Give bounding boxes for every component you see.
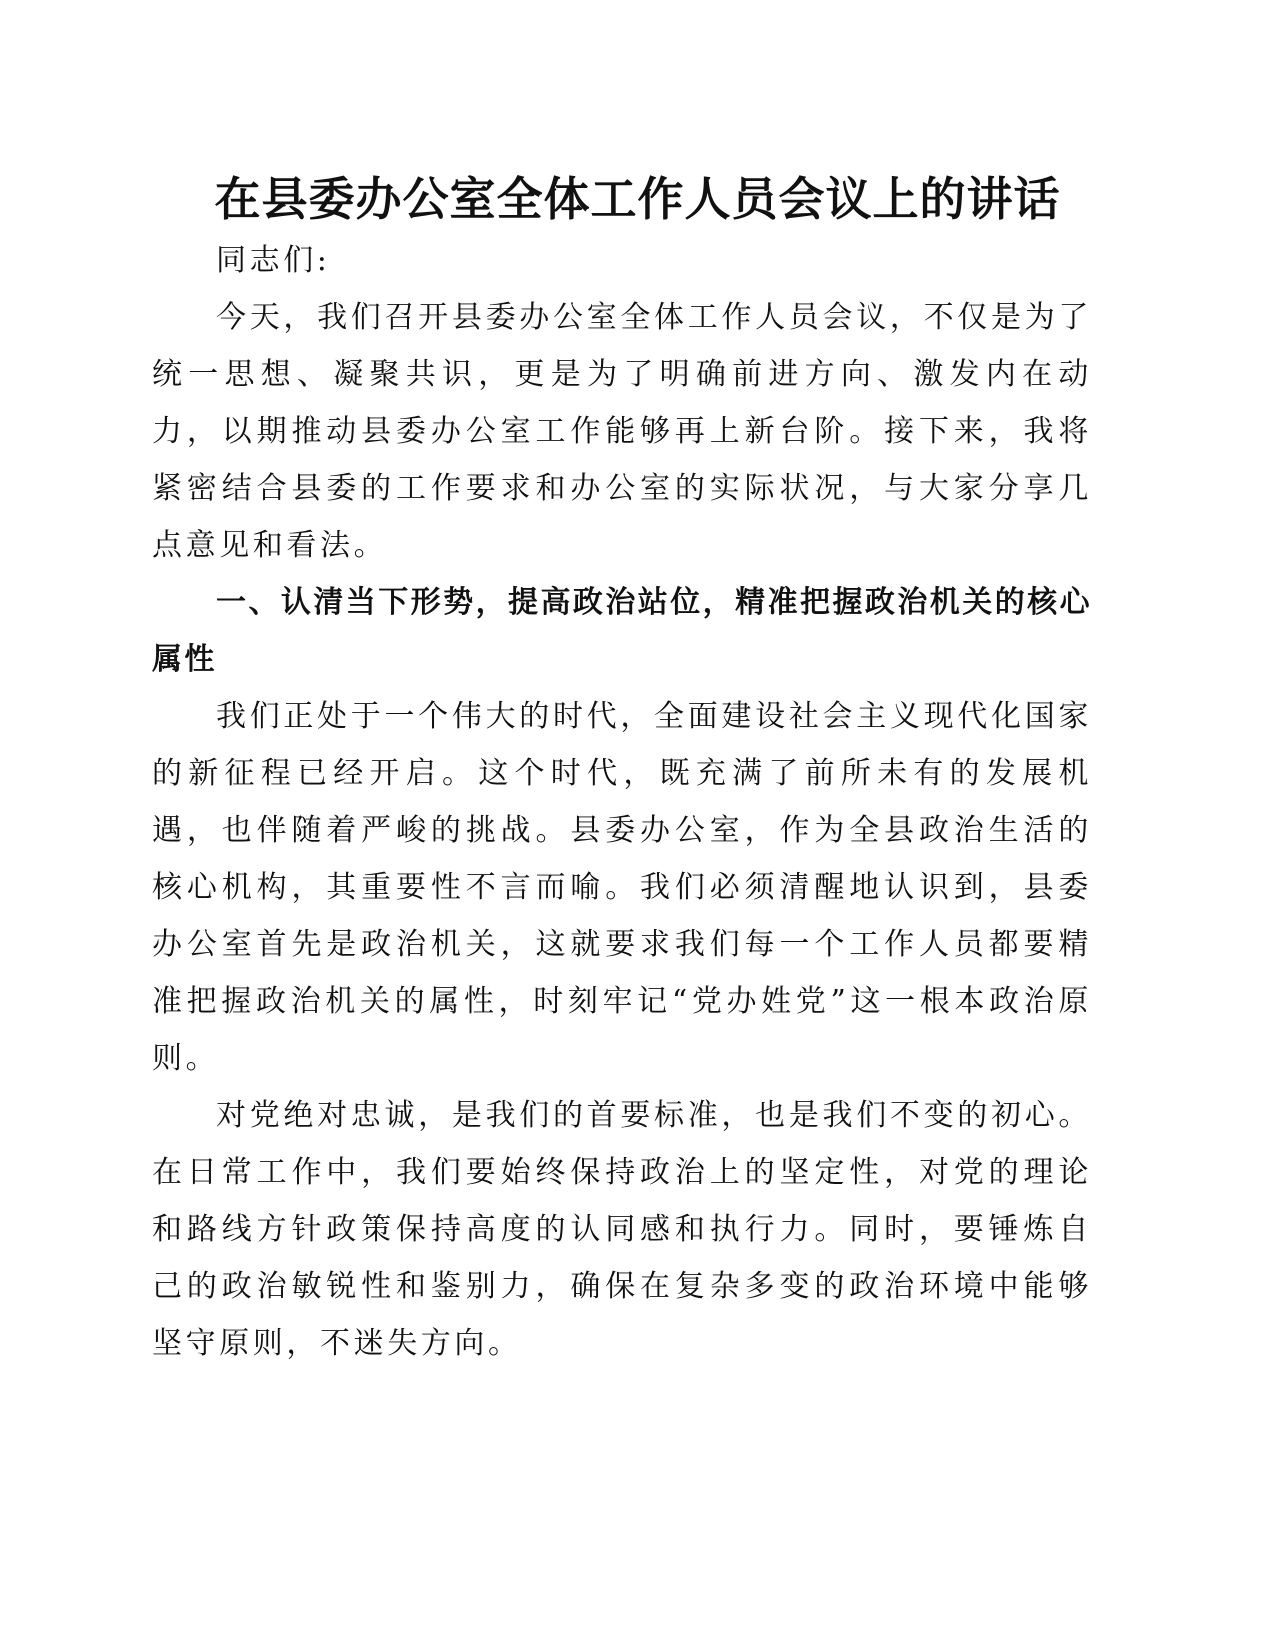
paragraph-intro: 今天，我们召开县委办公室全体工作人员会议，不仅是为了统一思想、凝聚共识，更是为了明确前进方向、激发内在动力，以期推动县委办公室工作能够再上新台阶。接下来，我将紧密结合县委的工作要求和办公室的实际状况，与大家分享几点意见和看法。 xyxy=(152,300,1092,563)
document-title: 在县委办公室全体工作人员会议上的讲话 xyxy=(214,172,1061,226)
salutation: 同志们: xyxy=(216,243,331,278)
paragraph-loyalty: 对党绝对忠诚，是我们的首要标准，也是我们不变的初心。在日常工作中，我们要始终保持政治上的坚定性，对党的理论和路线方针政策保持高度的认同感和执行力。同时，要锤炼自己的政治敏锐性和鉴别力，确保在复杂多变的政治环境中能够坚守原则，不迷失方向。 xyxy=(152,1098,1092,1361)
paragraph-era: 我们正处于一个伟大的时代，全面建设社会主义现代化国家的新征程已经开启。这个时代，既充满了前所未有的发展机遇，也伴随着严峻的挑战。县委办公室，作为全县政治生活的核心机构，其重要性不言而喻。我们必须清醒地认识到，县委办公室首先是政治机关，这就要求我们每一个工作人员都要精准把握政治机关的属性，时刻牢记“党办姓党”这一根本政治原则。 xyxy=(152,699,1092,1076)
section-heading-1: 一、认清当下形势，提高政治站位，精准把握政治机关的核心属性 xyxy=(152,585,1092,677)
document-body xyxy=(152,232,1092,1372)
